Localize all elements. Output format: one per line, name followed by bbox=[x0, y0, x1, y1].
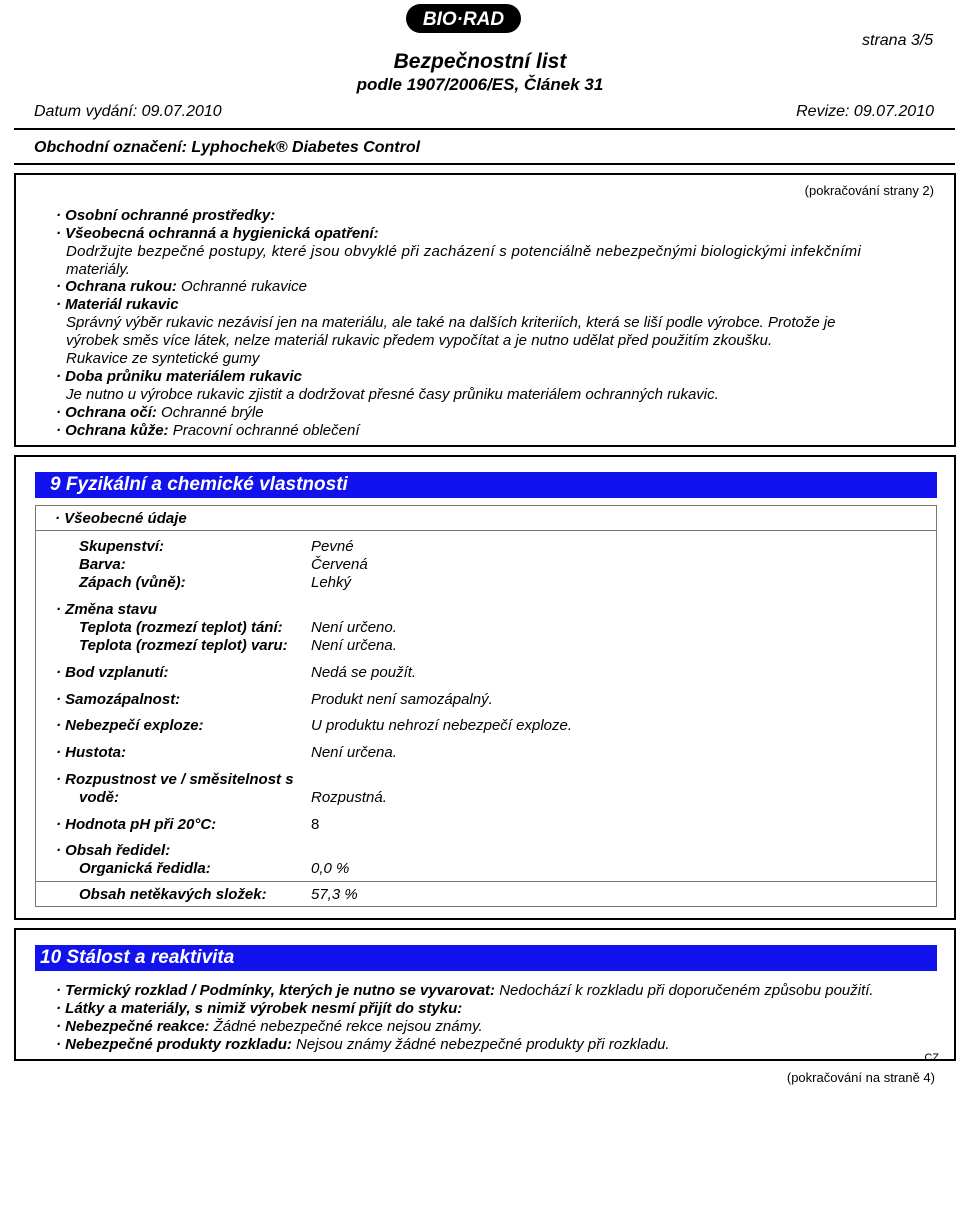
penetration-text: Je nutno u výrobce rukavic zjistit a dodržovat přesné časy průniku materiálem ochranných rukavic. bbox=[66, 386, 719, 403]
explosion-label: · Nebezpečí exploze: bbox=[56, 717, 204, 734]
solubility-label-cont: vodě: bbox=[79, 789, 120, 806]
general-measures-text: materiály. bbox=[66, 261, 130, 278]
continued-note: (pokračování strany 2) bbox=[804, 183, 934, 198]
hand-protection-value: Ochranné rukavice bbox=[176, 278, 307, 295]
section-10-box bbox=[14, 928, 956, 1061]
section-9-heading: 9 Fyzikální a chemické vlastnosti bbox=[35, 472, 937, 498]
non-volatile-value: 57,3 % bbox=[311, 886, 358, 903]
thermal-decomposition-value: Nedochází k rozkladu při doporučeném způsobu použití. bbox=[495, 982, 874, 999]
color-value: Červená bbox=[311, 556, 368, 573]
personal-protection-heading: · Osobní ochranné prostředky: bbox=[56, 207, 276, 224]
document-subtitle: podle 1907/2006/ES, Článek 31 bbox=[356, 75, 604, 94]
skin-protection bbox=[56, 422, 360, 439]
hand-protection-label: · Ochrana rukou: bbox=[56, 278, 177, 295]
organic-solvents-label: Organická ředidla: bbox=[79, 860, 211, 877]
change-of-state-heading: · Změna stavu bbox=[56, 601, 157, 618]
thermal-decomposition bbox=[56, 982, 874, 999]
language-code: CZ bbox=[924, 1052, 939, 1064]
decomposition-products bbox=[56, 1036, 670, 1053]
self-ignition-value: Produkt není samozápalný. bbox=[311, 691, 493, 708]
color-label: Barva: bbox=[79, 556, 126, 573]
skin-protection-value: Pracovní ochranné oblečení bbox=[168, 422, 360, 439]
solubility-value: Rozpustná. bbox=[311, 789, 387, 806]
page-number: strana 3/5 bbox=[862, 32, 934, 49]
density-label: · Hustota: bbox=[56, 744, 126, 761]
odor-label: Zápach (vůně): bbox=[79, 574, 186, 591]
general-measures-text: Dodržujte bezpečné postupy, které jsou obvyklé při zacházení s potenciálně nebezpečnými biologickými infekčními bbox=[66, 243, 862, 260]
glove-material-text: výrobek směs více látek, nelze materiál rukavic předem vypočítat a je nutno udělat před použitím zkoušku. bbox=[66, 332, 773, 349]
general-data-row bbox=[35, 505, 937, 531]
decomposition-products-value: Nejsou známy žádné nebezpečné produkty při rozkladu. bbox=[291, 1036, 670, 1053]
properties-group bbox=[35, 530, 937, 907]
solvent-content-heading: · Obsah ředidel: bbox=[56, 842, 171, 859]
section-9-box bbox=[14, 455, 956, 920]
melting-value: Není určeno. bbox=[311, 619, 397, 636]
skin-protection-label: · Ochrana kůže: bbox=[56, 422, 169, 439]
section-8-box bbox=[14, 173, 956, 447]
issue-date: Datum vydání: 09.07.2010 bbox=[34, 103, 222, 120]
logo-text: BIO·RAD bbox=[422, 9, 505, 30]
ph-label: · Hodnota pH při 20°C: bbox=[56, 816, 217, 833]
eye-protection-value: Ochranné brýle bbox=[156, 404, 264, 421]
melting-label: Teplota (rozmezí teplot) tání: bbox=[79, 619, 283, 636]
eye-protection-label: · Ochrana očí: bbox=[56, 404, 157, 421]
general-data-heading: · Všeobecné údaje bbox=[55, 510, 187, 527]
eye-protection bbox=[56, 404, 264, 421]
glove-material-text: Rukavice ze syntetické gumy bbox=[66, 350, 260, 367]
glove-material-heading: · Materiál rukavic bbox=[56, 296, 179, 313]
non-volatile-row bbox=[35, 881, 937, 907]
state-value: Pevné bbox=[311, 538, 354, 555]
flash-point-label: · Bod vzplanutí: bbox=[56, 664, 169, 681]
penetration-heading: · Doba průniku materiálem rukavic bbox=[56, 368, 302, 385]
hazardous-reactions bbox=[56, 1018, 483, 1035]
incompatible-materials: · Látky a materiály, s nimiž výrobek nesmí přijít do styku: bbox=[56, 1000, 463, 1017]
revision-date: Revize: 09.07.2010 bbox=[796, 103, 934, 120]
non-volatile-label: Obsah netěkavých složek: bbox=[79, 886, 267, 903]
hazardous-reactions-label: · Nebezpečné reakce: bbox=[56, 1018, 210, 1035]
state-label: Skupenství: bbox=[79, 538, 165, 555]
density-value: Není určena. bbox=[311, 744, 397, 761]
thermal-decomposition-label: · Termický rozklad / Podmínky, kterých je nutno se vyvarovat: bbox=[56, 982, 496, 999]
divider bbox=[14, 128, 955, 130]
section-10-heading: 10 Stálost a reaktivita bbox=[35, 945, 937, 971]
continued-next-page: (pokračování na straně 4) bbox=[786, 1070, 935, 1085]
glove-material-text: Správný výběr rukavic nezávisí jen na materiálu, ale také na dalších kriteriích, která se liší podle výrobce. Protože je bbox=[66, 314, 836, 331]
organic-solvents-value: 0,0 % bbox=[311, 860, 350, 877]
hazardous-reactions-value: Žádné nebezpečné rekce nejsou známy. bbox=[209, 1018, 483, 1035]
explosion-value: U produktu nehrozí nebezpečí exploze. bbox=[311, 717, 572, 734]
self-ignition-label: · Samozápalnost: bbox=[56, 691, 181, 708]
document-title: Bezpečnostní list bbox=[393, 50, 567, 73]
boiling-label: Teplota (rozmezí teplot) varu: bbox=[79, 637, 288, 654]
product-name: Obchodní označení: Lyphochek® Diabetes Control bbox=[34, 139, 421, 156]
solubility-label: · Rozpustnost ve / směsitelnost s bbox=[56, 771, 294, 788]
divider bbox=[14, 163, 955, 165]
decomposition-products-label: · Nebezpečné produkty rozkladu: bbox=[56, 1036, 292, 1053]
bio-rad-logo bbox=[405, 3, 522, 34]
flash-point-value: Nedá se použít. bbox=[311, 664, 417, 681]
general-measures-heading: · Všeobecná ochranná a hygienická opatření: bbox=[56, 225, 379, 242]
odor-value: Lehký bbox=[311, 574, 352, 591]
boiling-value: Není určena. bbox=[311, 637, 397, 654]
hand-protection bbox=[56, 278, 307, 295]
ph-value: 8 bbox=[311, 816, 320, 833]
